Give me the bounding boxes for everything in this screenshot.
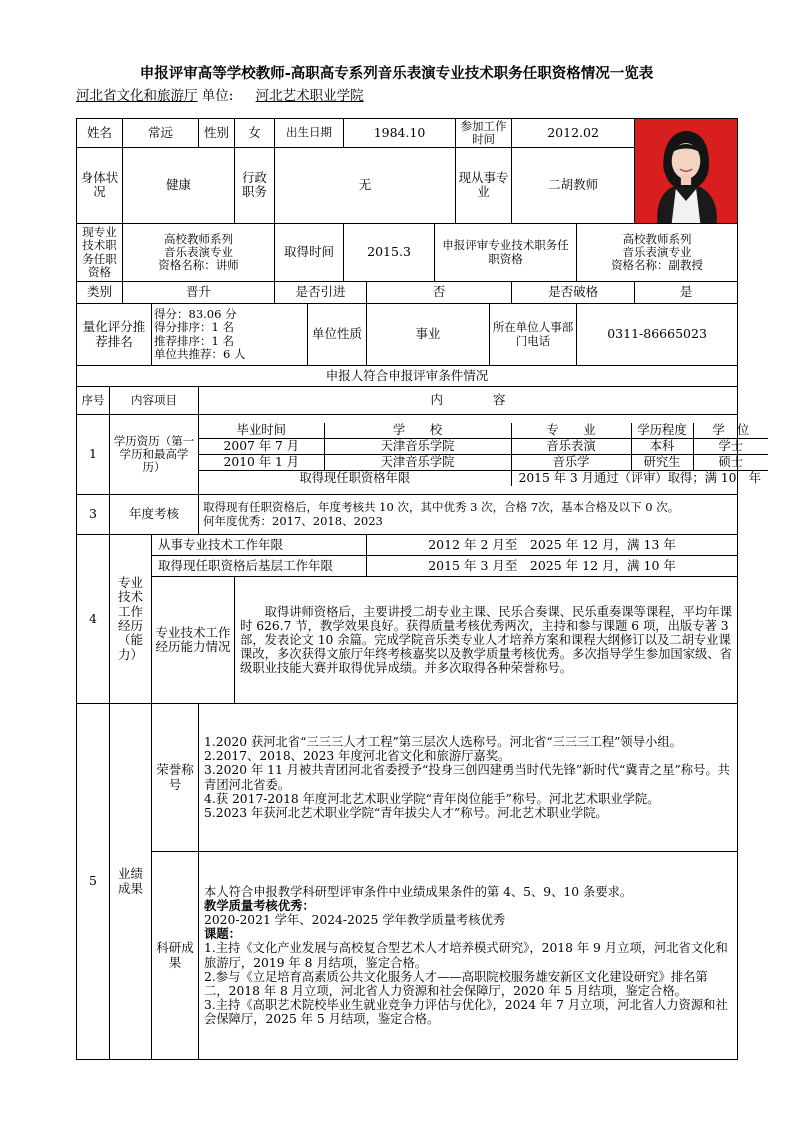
name-value: 常远	[123, 119, 199, 148]
unit-nature-value: 事业	[367, 304, 490, 366]
edu-cell: 天津音乐学院	[324, 455, 511, 471]
row-work-years2	[77, 556, 738, 577]
row-research	[77, 852, 738, 1060]
edu-cell: 硕士	[693, 455, 768, 471]
apply-line2: 音乐表演专业	[622, 244, 692, 259]
ability-label: 专业技术工作经历能力情况	[152, 577, 235, 704]
work-label: 专业技术工作经历（能力）	[110, 535, 152, 704]
page-title: 申报评审高等学校教师-高职高专系列音乐表演专业技术职务任职资格情况一览表	[139, 65, 654, 82]
edu-head-level: 学历程度	[631, 423, 693, 439]
birth-value: 1984.10	[344, 119, 456, 148]
row-work-years1	[77, 535, 738, 556]
edu-years-label: 取得现任职资格年限	[199, 471, 511, 487]
header-line	[76, 84, 382, 104]
list-item: 3.主持《高职艺术院校毕业生就业竞争力评估与优化》，2024 年 7 月立项，河北省人力资源和社会保障厅，2025 年 5 月结项，鉴定合格。	[204, 997, 728, 1027]
row-basic-3	[77, 224, 738, 282]
score-line2: 得分排序：1 名	[154, 320, 234, 335]
cur-title-line3: 资格名称：讲师	[158, 258, 239, 273]
score-line1: 得分：83.06 分	[154, 307, 237, 322]
row-basic-5	[77, 304, 738, 366]
edu-cell: 2010 年 1 月	[199, 455, 324, 471]
edu-head-school: 学 校	[324, 423, 511, 439]
seq-header: 序号	[77, 387, 110, 415]
education-label: 学历资历（第一学历和最高学历）	[110, 415, 199, 495]
research-label: 科研成果	[152, 852, 199, 1060]
annual-label: 年度考核	[110, 495, 199, 535]
work-start-value: 2012.02	[512, 119, 635, 148]
edu-head-major: 专 业	[511, 423, 631, 439]
unit-value: 河北艺术职业学院	[255, 88, 364, 104]
name-label: 姓名	[77, 119, 123, 148]
edu-cell: 天津音乐学院	[324, 439, 511, 455]
list-item: 4.获 2017-2018 年度河北艺术职业学院“青年岗位能手”称号。河北艺术职业学院。	[204, 791, 660, 806]
row-work-ability	[77, 577, 738, 704]
edu-cell: 音乐学	[511, 455, 631, 471]
annual-content	[199, 495, 738, 535]
annual-line2: 何年度优秀：2017、2018、2023	[203, 513, 383, 528]
education-years-row	[199, 471, 768, 487]
list-item: 1.2020 获河北省“三三三人才工程”第三层次人选称号。河北省“三三三工程”领导小组。	[204, 735, 682, 750]
research-content	[199, 852, 738, 1060]
list-item: 2.参与《立足培育高素质公共文化服务人才——高职院校服务雄安新区文化建设研究》排名第二，2018 年 8 月立项，河北省人力资源和社会保障厅，2020 年 5 月结项，鉴定合格。	[204, 969, 708, 998]
education-seq: 1	[77, 415, 110, 495]
major-value: 二胡教师	[512, 147, 635, 223]
unit-nature-label: 单位性质	[308, 304, 367, 366]
education-table	[199, 423, 768, 486]
category-value: 晋升	[123, 282, 275, 304]
obtain-value: 2015.3	[344, 224, 435, 282]
work-start-label: 参加工作时间	[456, 119, 512, 148]
admin-value: 无	[275, 147, 456, 223]
work-years2-value: 2015 年 3 月至 2025 年 12 月，满 10 年	[367, 556, 738, 577]
portrait-photo	[635, 119, 737, 223]
score-value	[152, 304, 308, 366]
list-item: 1.主持《文化产业发展与高校复合型艺术人才培养模式研究》，2018 年 9 月立项，河北省文化和旅游厅，2019 年 8 月结项，鉴定合格。	[204, 941, 728, 970]
score-line3: 推荐排序：1 名	[154, 333, 234, 348]
introduce-value: 否	[367, 282, 512, 304]
project-title: 课题：	[204, 926, 241, 942]
research-intro: 本人符合申报教学科研型评审条件中业绩成果条件的第 4、5、9、10 条要求。	[204, 884, 633, 899]
honor-content	[199, 704, 738, 852]
row-annual	[77, 495, 738, 535]
list-item: 2.2017、2018、2023 年度河北省文化和旅游厅嘉奖。	[204, 749, 511, 764]
exception-value: 是	[635, 282, 738, 304]
obtain-label: 取得时间	[275, 224, 344, 282]
annual-line1: 取得现有任职资格后，年度考核共 10 次，其中优秀 3 次，合格 7次，基本合格及以下 0 次。	[203, 500, 680, 515]
section-title: 申报人符合申报评审条件情况	[77, 366, 738, 387]
health-label: 身体状况	[77, 147, 123, 223]
hr-phone-label: 所在单位人事部门电话	[490, 304, 577, 366]
cur-title-line1: 高校教师系列	[164, 231, 234, 246]
major-label: 现从事专业	[456, 147, 512, 223]
quality-text: 2020-2021 学年、2024-2025 学年教学质量考核优秀	[204, 913, 506, 928]
list-item: 3.2020 年 11 月被共青团河北省委授予“投身三创四建勇当时代先锋”新时代“冀青之星”称号。共青团河北省委。	[204, 763, 730, 792]
edu-years-value: 2015 年 3 月通过（评审）取得；满 10 年	[511, 471, 768, 487]
introduce-label: 是否引进	[275, 282, 367, 304]
qualification-table	[76, 118, 762, 1060]
edu-cell: 本科	[631, 439, 693, 455]
apply-label: 申报评审专业技术职务任职资格	[435, 224, 577, 282]
table-row	[199, 439, 768, 455]
work-seq: 4	[77, 535, 110, 704]
exception-label: 是否破格	[512, 282, 635, 304]
edu-cell: 学士	[693, 439, 768, 455]
row-section-title	[77, 366, 738, 387]
edu-cell: 音乐表演	[511, 439, 631, 455]
work-years1-label: 从事专业技术工作年限	[152, 535, 367, 556]
annual-seq: 3	[77, 495, 110, 535]
quality-title: 教学质量考核优秀：	[204, 897, 315, 913]
apply-line1: 高校教师系列	[622, 231, 692, 246]
unit-value-wrap	[238, 88, 382, 104]
achieve-seq: 5	[77, 704, 110, 1060]
honor-label: 荣誉称号	[152, 704, 199, 852]
photo-cell	[635, 119, 738, 224]
row-education	[77, 415, 738, 495]
content-header: 内 容	[199, 387, 738, 415]
hr-phone-value: 0311-86665023	[577, 304, 738, 366]
work-years1-value: 2012 年 2 月至 2025 年 12 月，满 13 年	[367, 535, 738, 556]
row-honors	[77, 704, 738, 852]
edu-head-degree: 学 位	[693, 423, 768, 439]
score-line4: 单位共推荐：6 人	[154, 346, 246, 361]
edu-cell: 研究生	[631, 455, 693, 471]
education-head-row	[199, 423, 768, 439]
gender-value: 女	[235, 119, 275, 148]
apply-value	[577, 224, 738, 282]
cur-title-value	[123, 224, 275, 282]
education-content	[199, 415, 762, 495]
unit-label: 单位:	[201, 88, 234, 104]
admin-label: 行政职务	[235, 147, 275, 223]
ability-text: 取得讲师资格后，主要讲授二胡专业主课、民乐合奏课、民乐重奏课等课程，平均年课时 626.7 节，教学效果良好。获得质量考核优秀两次，主持和参与课题 6 项，出版专著 3 部，发表论文 10 余篇。完成学院音乐类专业人才培养方案和课程大纲修订以及二胡专业课课改，多次获得文旅厅年终考核嘉奖以及教学质量考核优秀。多次指导学生参加国家级、省级职业技能大赛并取得优异成绩。并多次取得各种荣誉称号。	[235, 577, 738, 704]
table-row	[199, 455, 768, 471]
item-header: 内容项目	[110, 387, 199, 415]
edu-cell: 2007 年 7 月	[199, 439, 324, 455]
achieve-label: 业绩成果	[110, 704, 152, 1060]
score-label: 量化评分推荐排名	[77, 304, 152, 366]
apply-line3: 资格名称：副教授	[611, 258, 704, 273]
cur-title-line2: 音乐表演专业	[164, 244, 234, 259]
cur-title-label: 现专业技术职务任职资格	[77, 224, 123, 282]
portrait-icon	[635, 119, 737, 223]
birth-label: 出生日期	[275, 119, 344, 148]
list-item: 5.2023 年获河北艺术职业学院“青年拔尖人才”称号。河北艺术职业学院。	[204, 805, 608, 820]
gender-label: 性别	[199, 119, 235, 148]
row-basic-4	[77, 282, 738, 304]
row-cond-header	[77, 387, 738, 415]
edu-head-time: 毕业时间	[199, 423, 324, 439]
health-value: 健康	[123, 147, 235, 223]
work-years2-label: 取得现任职资格后基层工作年限	[152, 556, 367, 577]
org-name: 河北省文化和旅游厅	[76, 88, 198, 104]
row-basic-1	[77, 119, 738, 148]
category-label: 类别	[77, 282, 123, 304]
